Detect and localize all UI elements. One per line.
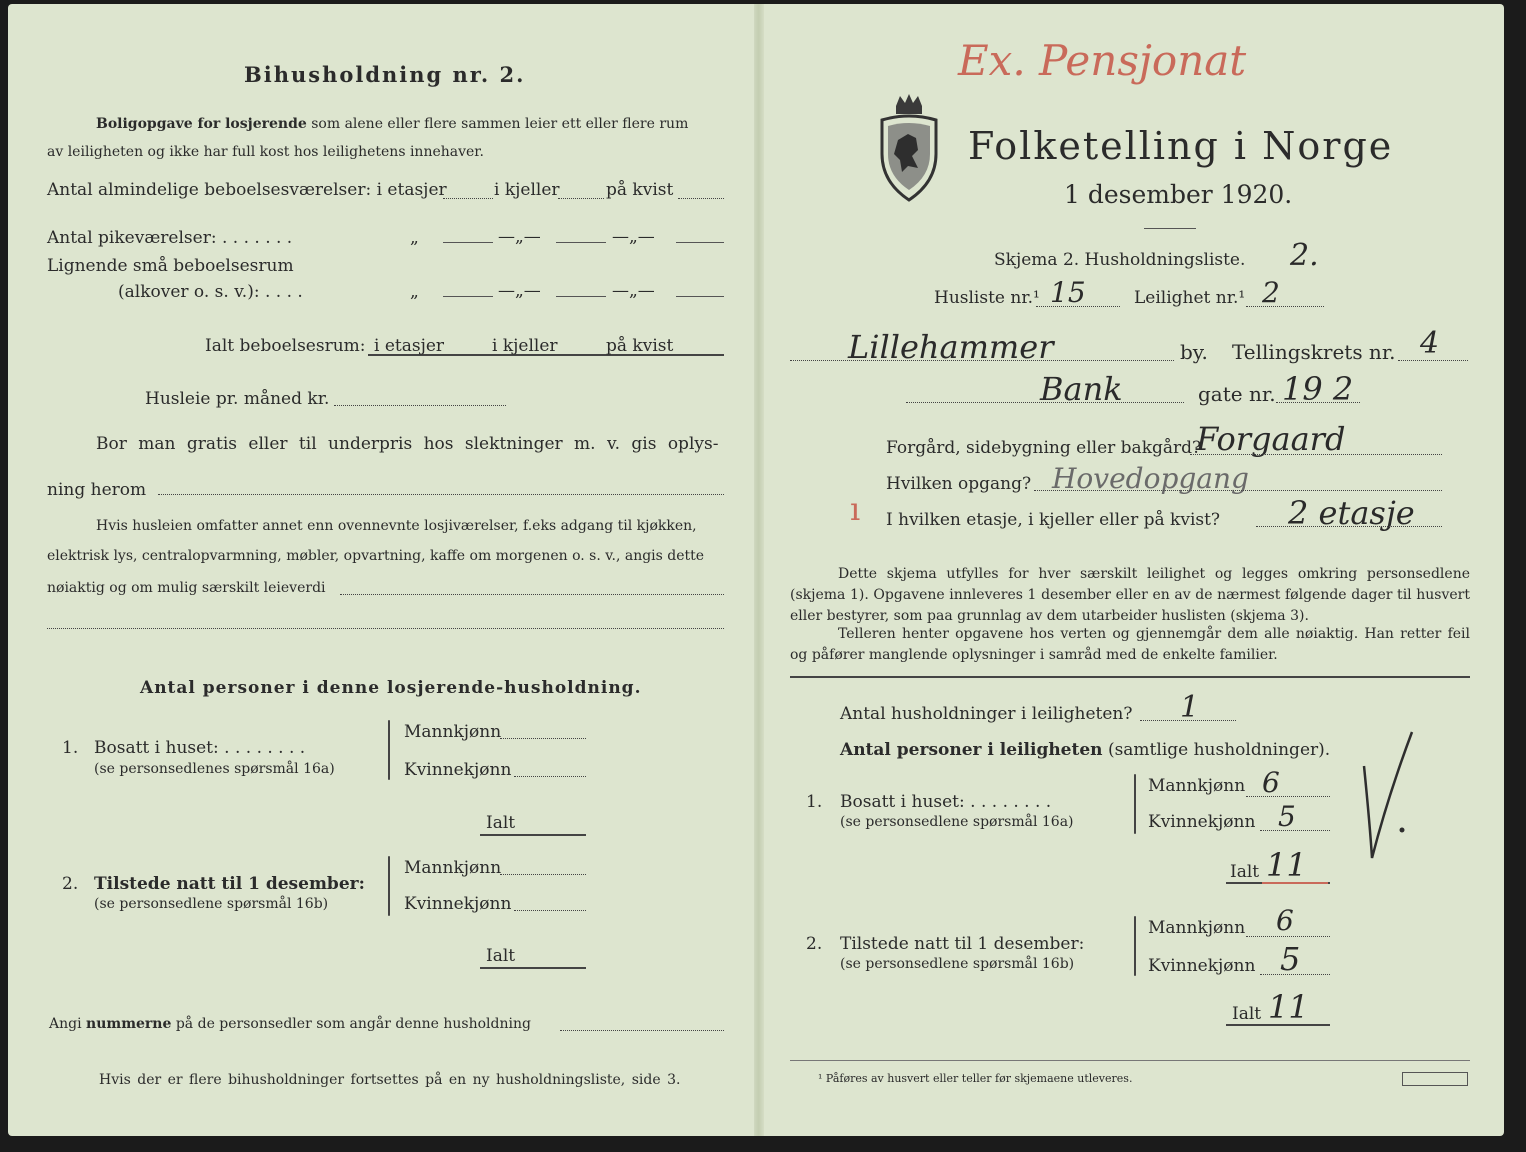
right-q2-female-field [1260, 974, 1330, 975]
leilighet-label: Leilighet nr.¹ [1134, 288, 1246, 308]
gate-field [1276, 402, 1360, 403]
printer-mark-icon [1402, 1072, 1468, 1086]
left-q2-female: Kvinnekjønn [404, 894, 512, 914]
pike-ditto-sep-2: —„— [612, 227, 655, 247]
pike-field-2 [556, 242, 606, 243]
intro-rest: som alene eller flere sammen leier ett eller flere rum [311, 116, 689, 132]
right-q2-total: Ialt [1232, 1004, 1262, 1024]
footnote-rule [790, 1060, 1470, 1061]
right-q1-total-value: 11 [1266, 846, 1307, 884]
right-q2-sub: (se personsedlene spørsmål 16b) [840, 956, 1075, 972]
total-kvist-label: på kvist [606, 336, 674, 356]
households-value: 1 [1180, 690, 1200, 725]
forgard-label: Forgård, sidebygning eller bakgård? [886, 438, 1202, 458]
right-q1-label: Bosatt i huset: . . . . . . . . [840, 792, 1052, 812]
forgard-value: Forgaard [1196, 420, 1346, 458]
left-q2-num: 2. [62, 874, 79, 894]
similar-field-3 [676, 296, 724, 297]
pike-field-1 [443, 242, 493, 243]
husliste-label: Husliste nr.¹ [934, 288, 1040, 308]
street-field [906, 402, 1184, 403]
right-persons-heading [840, 740, 1330, 760]
rooms-label: Antal almindelige beboelsesværelser: i etasjer [47, 180, 447, 200]
rooms-etasjer-field [443, 198, 493, 199]
instructions-2: Telleren henter opgavene hos verten og gjennemgår dem alle nøiaktig. Han retter feil og påfører manglende oplysninger i samråd med de enkelte familier. [790, 626, 1470, 663]
right-q2-total-value: 11 [1268, 988, 1309, 1026]
pike-field-3 [676, 242, 724, 243]
town-value: Lillehammer [848, 328, 1054, 366]
right-q2-num: 2. [806, 934, 823, 954]
angi-line [49, 1016, 531, 1032]
households-field [1140, 720, 1236, 721]
page-fold [754, 4, 764, 1136]
left-q1-num: 1. [62, 738, 79, 758]
opgang-label: Hvilken opgang? [886, 474, 1032, 494]
opgang-value: Hovedopgang [1052, 462, 1249, 495]
footnote: ¹ Påføres av husvert eller teller før skjemaene utleveres. [818, 1072, 1133, 1085]
etasje-field [1256, 526, 1442, 527]
total-rooms-label: Ialt beboelsesrum: [205, 336, 366, 356]
left-q2-male: Mannkjønn [404, 858, 502, 878]
left-q1-male: Mannkjønn [404, 722, 502, 742]
left-footer: Hvis der er flere bihusholdninger fortsettes på en ny husholdningsliste, side 3. [99, 1072, 681, 1088]
right-q1-male: Mannkjønn [1148, 776, 1246, 796]
right-q1-female-field [1260, 830, 1330, 831]
right-q1-sub: (se personsedlene spørsmål 16a) [840, 814, 1074, 830]
similar-field-1 [443, 296, 493, 297]
schema-value: 2. [1290, 238, 1319, 273]
right-q2-female: Kvinnekjønn [1148, 956, 1256, 976]
right-q2-male-field [1246, 936, 1330, 937]
right-q1-num: 1. [806, 792, 823, 812]
angi-field [560, 1030, 724, 1031]
right-q1-brace [1134, 774, 1136, 834]
right-q1-total: Ialt [1230, 862, 1260, 882]
angi-2: nummerne [86, 1016, 172, 1032]
checkmark-icon [1360, 726, 1420, 866]
households-label: Antal husholdninger i leiligheten? [840, 704, 1133, 724]
intro-bold: Boligopgave for losjerende [96, 116, 307, 132]
similar-label-1: Lignende små beboelsesrum [47, 256, 294, 276]
left-q1-total-field [480, 834, 586, 836]
left-q2-label: Tilstede natt til 1 desember: [94, 874, 365, 894]
right-q2-male: Mannkjønn [1148, 918, 1246, 938]
rent-note-field-1 [340, 594, 724, 595]
intro-line-2: av leiligheten og ikke har full kost hos leilighetens innehaver. [47, 144, 484, 160]
instructions-rule [790, 676, 1470, 678]
left-q2-brace [388, 856, 390, 916]
right-q1-female-value: 5 [1278, 800, 1296, 833]
left-q1-total: Ialt [486, 813, 516, 833]
krets-value: 4 [1420, 326, 1440, 361]
krets-field [1398, 360, 1468, 361]
right-q2-male-value: 6 [1276, 904, 1294, 937]
town-field [790, 360, 1174, 361]
stamp-handwritten: Ex. Pensjonat [958, 36, 1247, 85]
leilighet-field [1246, 306, 1324, 307]
opgang-field [1034, 490, 1442, 491]
etasje-label: I hvilken etasje, i kjeller eller på kvist? [886, 510, 1221, 530]
gratis-field [158, 494, 724, 495]
right-q1-total-red-underline [1262, 882, 1328, 884]
similar-field-2 [556, 296, 606, 297]
right-persons-heading-bold: Antal personer i leiligheten [840, 740, 1103, 760]
intro-line-1 [96, 116, 688, 132]
rent-field [334, 405, 506, 406]
rent-note-field-2 [47, 628, 724, 629]
pike-ditto: „ [410, 228, 419, 248]
left-q2-female-field [514, 910, 586, 911]
total-kjeller-label: i kjeller [492, 336, 558, 356]
left-q1-female-field [514, 776, 586, 777]
right-q1-male-field [1246, 796, 1330, 797]
right-q2-female-value: 5 [1280, 940, 1301, 978]
right-date: 1 desember 1920. [1064, 180, 1293, 209]
left-q2-male-field [500, 874, 586, 875]
rent-note-2: elektrisk lys, centralopvarmning, møbler, opvartning, kaffe om morgenen o. s. v., angis dette [47, 548, 705, 564]
right-q2-brace [1134, 916, 1136, 976]
left-title: Bihusholdning nr. 2. [244, 62, 526, 87]
rent-label: Husleie pr. måned kr. [145, 389, 330, 409]
left-q1-sub: (se personsedlenes spørsmål 16a) [94, 761, 335, 777]
left-q2-sub: (se personsedlene spørsmål 16b) [94, 896, 329, 912]
norway-coat-of-arms-icon [874, 92, 944, 204]
by-label: by. [1180, 340, 1208, 364]
left-q1-label: Bosatt i huset: . . . . . . . . [94, 738, 306, 758]
gratis-line-2: ning herom [47, 480, 147, 500]
total-etasjer-label: i etasjer [374, 336, 445, 356]
angi-1: Angi [49, 1016, 82, 1032]
right-persons-heading-rest: (samtlige husholdninger). [1107, 740, 1331, 760]
title-divider [1144, 228, 1196, 229]
left-q2-total: Ialt [486, 946, 516, 966]
rooms-kvist-label: på kvist [606, 180, 674, 200]
left-q1-female: Kvinnekjønn [404, 760, 512, 780]
schema-label: Skjema 2. Husholdningsliste. [994, 250, 1246, 270]
right-q2-total-field [1226, 1024, 1330, 1026]
similar-ditto-sep-2: —„— [612, 281, 655, 301]
instructions-1: Dette skjema utfylles for hver særskilt leilighet og legges omkring personsedlene (skjema 1). Opgavene innleveres 1 desember eller en av de nærmest følgende dager til husvert eller bestyrer, som paa grunnlag av dem utarbeider huslisten (skjema 3). [790, 566, 1470, 624]
rent-note-1: Hvis husleien omfatter annet enn ovennevnte losjiværelser, f.eks adgang til kjøkken, [96, 518, 697, 534]
similar-label-2: (alkover o. s. v.): . . . . [118, 282, 303, 302]
right-title: Folketelling i Norge [968, 124, 1394, 168]
similar-ditto-sep-1: —„— [498, 281, 541, 301]
rooms-kjeller-label: i kjeller [494, 180, 560, 200]
rooms-kjeller-field [558, 198, 604, 199]
leilighet-value: 2 [1262, 276, 1280, 309]
rent-note-3: nøiaktig og om mulig særskilt leieverdi [47, 580, 326, 596]
street-value: Bank [1040, 370, 1123, 408]
left-q2-total-field [480, 967, 586, 969]
rooms-kvist-field [678, 198, 724, 199]
similar-ditto: „ [410, 282, 419, 302]
right-q2-label: Tilstede natt til 1 desember: [840, 934, 1085, 954]
right-q1-male-value: 6 [1262, 766, 1280, 799]
husliste-field [1036, 306, 1120, 307]
forgard-field [1190, 454, 1442, 455]
red-tick-mark: ı [850, 490, 861, 528]
left-q1-male-field [500, 738, 586, 739]
etasje-value: 2 etasje [1288, 494, 1415, 532]
gate-value: 19 2 [1282, 370, 1354, 408]
pike-label: Antal pikeværelser: . . . . . . . [47, 228, 293, 248]
krets-label: Tellingskrets nr. [1232, 340, 1396, 364]
angi-3: på de personsedler som angår denne husholdning [175, 1016, 531, 1032]
husliste-value: 15 [1050, 276, 1086, 309]
left-persons-heading: Antal personer i denne losjerende-husholdning. [140, 678, 642, 698]
right-q1-female: Kvinnekjønn [1148, 812, 1256, 832]
gate-label: gate nr. [1198, 382, 1276, 406]
left-q1-brace [388, 720, 390, 780]
gratis-line-1: Bor man gratis eller til underpris hos slektninger m. v. gis oplys- [96, 434, 719, 454]
pike-ditto-sep-1: —„— [498, 227, 541, 247]
